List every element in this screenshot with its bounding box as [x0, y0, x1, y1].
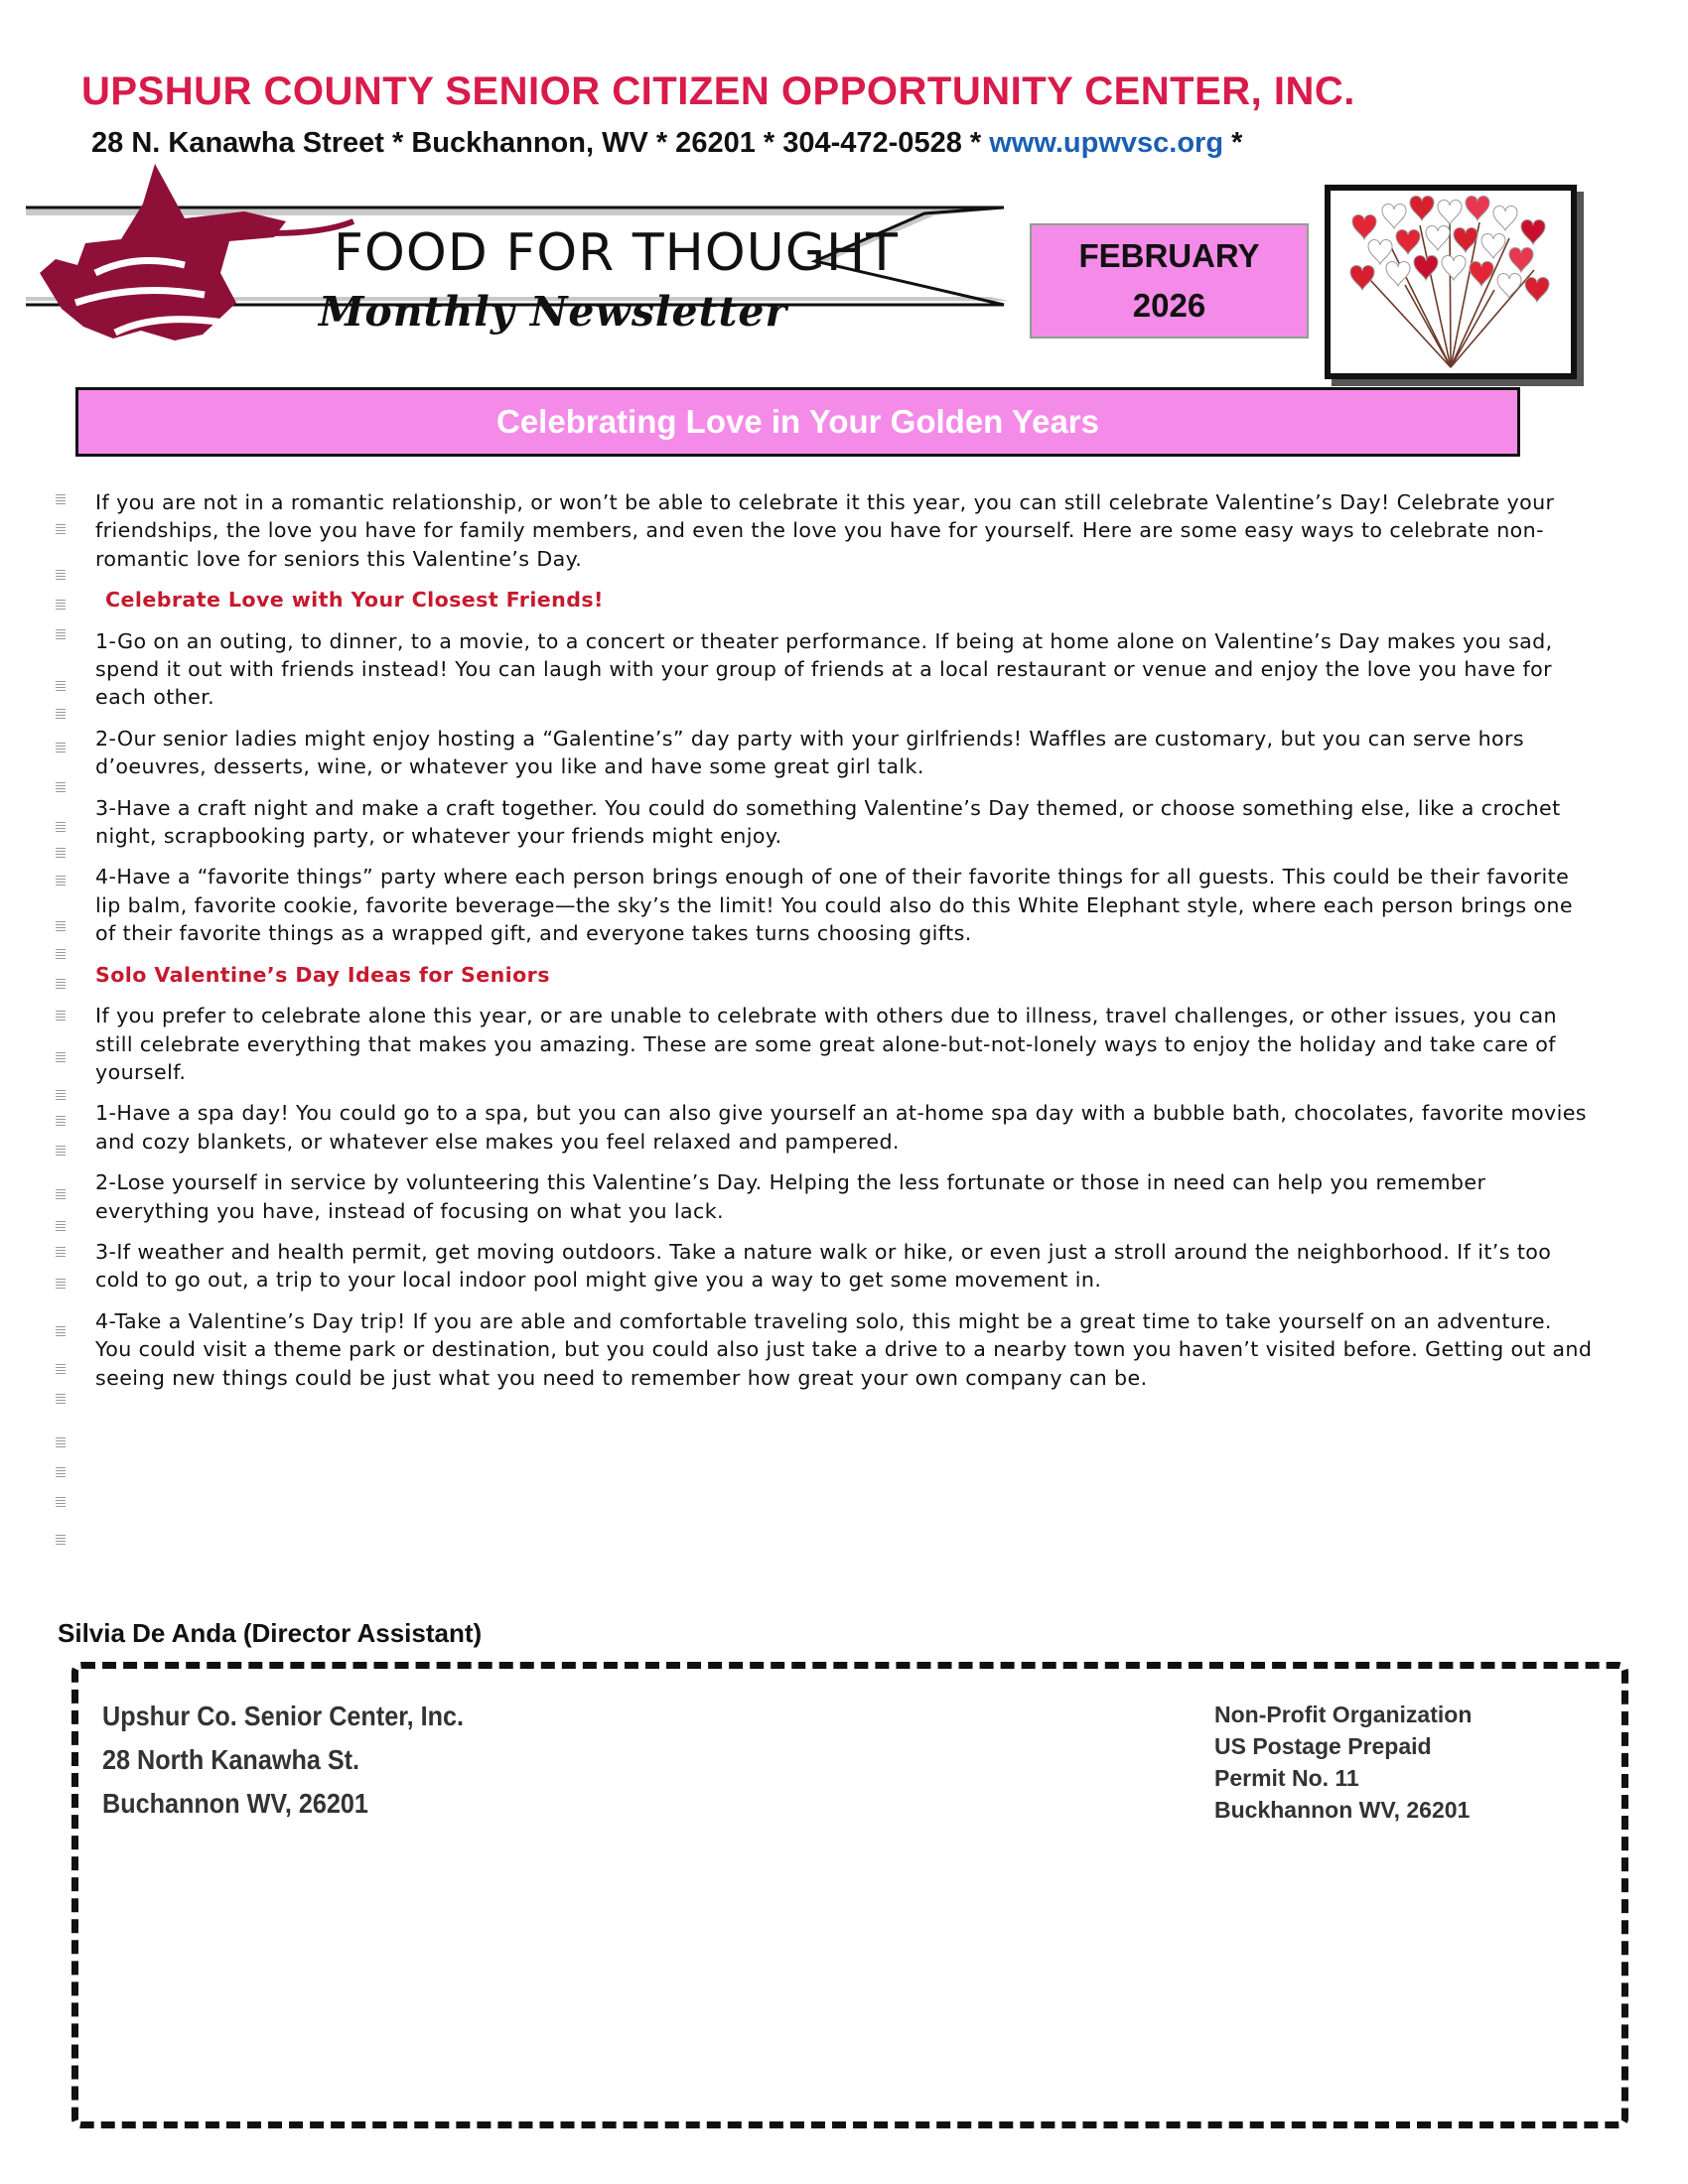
newsletter-subtitle: Monthly Newsletter	[319, 288, 788, 336]
postage-line: Non-Profit Organization	[1214, 1702, 1473, 1727]
heart-balloons-bouquet-icon	[1331, 191, 1571, 373]
contact-line	[91, 127, 1242, 161]
address-end: *	[1223, 127, 1243, 159]
issue-year: 2026	[1132, 287, 1206, 324]
list-item: 4-Have a “favorite things” party where each person brings enough of one of their favorite things for all guests. This could be their favorite lip balm, favorite cookie, favorite beverage—the sky’s the limit! You could also do this White Elephant style, where each person brings one of their favorite things as a wrapped gift, and everyone takes turns choosing gifts.	[95, 865, 1573, 946]
org-name: UPSHUR COUNTY SENIOR CITIZEN OPPORTUNITY CENTER, INC.	[81, 69, 1355, 113]
article-intro: If you are not in a romantic relationship, or won’t be able to celebrate it this year, you can still celebrate Valentine’s Day! Celebrate your friendships, the love you have for family members, and even the love you have for yourself. Here are some easy ways to celebrate non-romantic love for seniors this Valentine’s Day.	[95, 490, 1555, 571]
newsletter-title: FOOD FOR THOUGHT	[334, 223, 899, 283]
mailing-panel	[71, 1662, 1628, 2128]
issue-month: FEBRUARY	[1078, 237, 1260, 274]
return-address-line: Buchannon WV, 26201	[102, 1788, 368, 1819]
list-item: 2-Lose yourself in service by volunteering this Valentine’s Day. Helping the less fortunate or those in need can help you remember everything you have, instead of focusing on what you lack.	[95, 1170, 1486, 1223]
list-item: 1-Go on an outing, to dinner, to a movie, to a concert or theater performance. If being at home alone on Valentine’s Day makes you sad, spend it out with friends instead! You can laugh with your group of friends at a local restaurant or venue and enjoy the love you have for each other.	[95, 628, 1553, 710]
postage-line: Permit No. 11	[1214, 1765, 1359, 1791]
section-intro: If you prefer to celebrate alone this year, or are unable to celebrate with others due to illness, travel challenges, or other issues, you can still celebrate everything that makes you amazing. These are some great alone-but-not-lonely ways to enjoy the holiday and take care of yourself.	[95, 1004, 1557, 1084]
postage-line: Buckhannon WV, 26201	[1214, 1797, 1471, 1823]
list-item: 3-Have a craft night and make a craft together. You could do something Valentine’s Day themed, or choose something else, like a crochet night, scrapbooking party, or whatever your friends might enjoy.	[95, 795, 1561, 849]
article-title: Celebrating Love in Your Golden Years	[75, 387, 1520, 457]
list-item: 1-Have a spa day! You could go to a spa, but you can also give yourself an at-home spa day with a bubble bath, chocolates, favorite movies and cozy blankets, or whatever else makes you feel relaxed and pampered.	[95, 1101, 1587, 1154]
return-address-line: 28 North Kanawha St.	[102, 1744, 360, 1775]
address-text: 28 N. Kanawha Street * Buckhannon, WV * 26201 * 304-472-0528 *	[91, 127, 990, 159]
postage-line: US Postage Prepaid	[1214, 1733, 1432, 1759]
section-heading-friends: Celebrate Love with Your Closest Friends!	[105, 588, 604, 613]
section-heading-solo: Solo Valentine’s Day Ideas for Seniors	[95, 962, 550, 987]
list-item: 4-Take a Valentine’s Day trip! If you are able and comfortable traveling solo, this might be a great time to take yourself on an adventure. You could visit a theme park or destination, but you could also just take a drive to a nearby town you haven’t visited before. Getting out and seeing new things could be just what you need to remember how great your own company can be.	[95, 1308, 1593, 1390]
valentine-photo	[1325, 185, 1577, 379]
author-signature: Silvia De Anda (Director Assistant)	[58, 1618, 483, 1648]
return-address	[102, 1695, 504, 1826]
return-address-line: Upshur Co. Senior Center, Inc.	[102, 1701, 465, 1731]
list-item: 2-Our senior ladies might enjoy hosting a “Galentine’s” day party with your girlfriends! Waffles are customary, but you can serve hors d’oeuvres, desserts, wine, or whatever you like and have some great girl talk.	[95, 726, 1525, 779]
list-item: 3-If weather and health permit, get moving outdoors. Take a nature walk or hike, or even just a stroll around the neighborhood. If it’s too cold to go out, a trip to your local indoor pool might give you a way to get some movement in.	[95, 1239, 1552, 1293]
website-link[interactable]: www.upwvsc.org	[989, 127, 1224, 159]
article-body	[95, 488, 1595, 1405]
issue-date	[1030, 223, 1309, 339]
postage-indicia	[1214, 1699, 1472, 1826]
